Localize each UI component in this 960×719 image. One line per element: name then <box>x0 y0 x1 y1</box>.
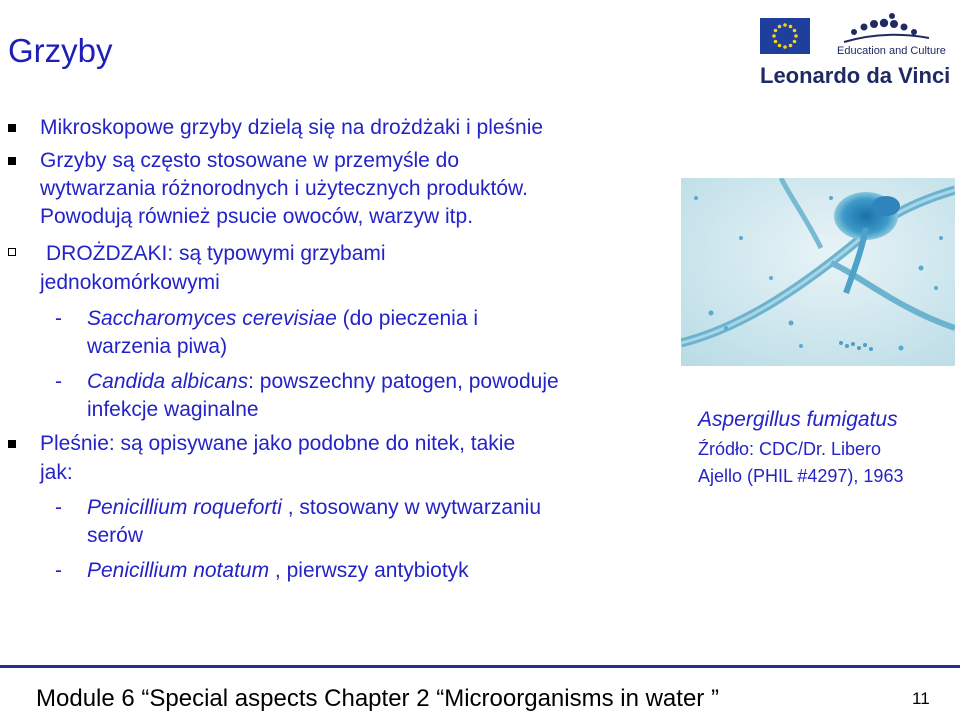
species-name: Candida albicans <box>87 370 249 393</box>
sub-item-text: , pierwszy antybiotyk <box>269 559 469 582</box>
dash-marker: - <box>55 307 62 330</box>
sub-item-text: infekcje waginalne <box>87 398 259 421</box>
leonardo-logo <box>750 8 955 93</box>
aspergillus-micrograph <box>681 178 955 366</box>
sub-item-text: , stosowany w wytwarzaniu <box>281 496 542 519</box>
bullet-hollow-icon <box>8 248 16 256</box>
sub-item-text: serów <box>87 524 144 547</box>
sub-item-text: : powszechny patogen, powoduje <box>248 370 559 393</box>
sub-item <box>87 559 469 583</box>
sub-item-text: (do pieczenia i <box>336 307 479 330</box>
species-name: Penicillium notatum <box>87 559 270 582</box>
caption-title: Aspergillus fumigatus <box>698 408 898 431</box>
page-number: 11 <box>912 689 930 708</box>
caption-source-line: Ajello (PHIL #4297), 1963 <box>698 466 904 486</box>
footer-rule <box>0 665 960 668</box>
dash-marker: - <box>55 559 62 582</box>
bullet-text: Powodują również psucie owoców, warzyw itp. <box>40 205 474 228</box>
caption-source-line: Źródło: CDC/Dr. Libero <box>698 439 882 459</box>
footer-text: Module 6 “Special aspects Chapter 2 “Microorganisms in water ” <box>36 685 719 712</box>
bullet-text: wytwarzania różnorodnych i użytecznych produktów. <box>40 177 528 200</box>
sub-item <box>87 370 559 394</box>
bullet-square-icon <box>8 124 16 132</box>
bullet-square-icon <box>8 157 16 165</box>
sub-item <box>87 307 478 331</box>
sub-item-text: warzenia piwa) <box>87 335 228 358</box>
program-name: Education and Culture <box>837 45 946 57</box>
bullet-text: jednokomórkowymi <box>40 271 220 294</box>
image-caption <box>698 408 958 490</box>
slide-footer <box>0 665 960 719</box>
bullet-text: Mikroskopowe grzyby dzielą się na drożdżaki i pleśnie <box>40 116 544 139</box>
dash-marker: - <box>55 370 62 393</box>
bullet-text: jak: <box>40 461 73 484</box>
bullet-text: DROŻDZAKI: są typowymi grzybami <box>46 242 386 265</box>
sub-item <box>87 496 541 520</box>
bullet-square-icon <box>8 440 16 448</box>
bullet-text: Pleśnie: są opisywane jako podobne do nitek, takie <box>40 432 516 455</box>
slide-title: Grzyby <box>8 32 113 69</box>
species-name: Penicillium roqueforti <box>87 496 282 519</box>
species-name: Saccharomyces cerevisiae <box>87 307 337 330</box>
dash-marker: - <box>55 496 62 519</box>
logo-name: Leonardo da Vinci <box>760 63 951 88</box>
eu-flag-icon <box>760 18 810 54</box>
bullet-text: Grzyby są często stosowane w przemyśle do <box>40 149 459 172</box>
swoosh-logo-icon <box>834 12 934 46</box>
